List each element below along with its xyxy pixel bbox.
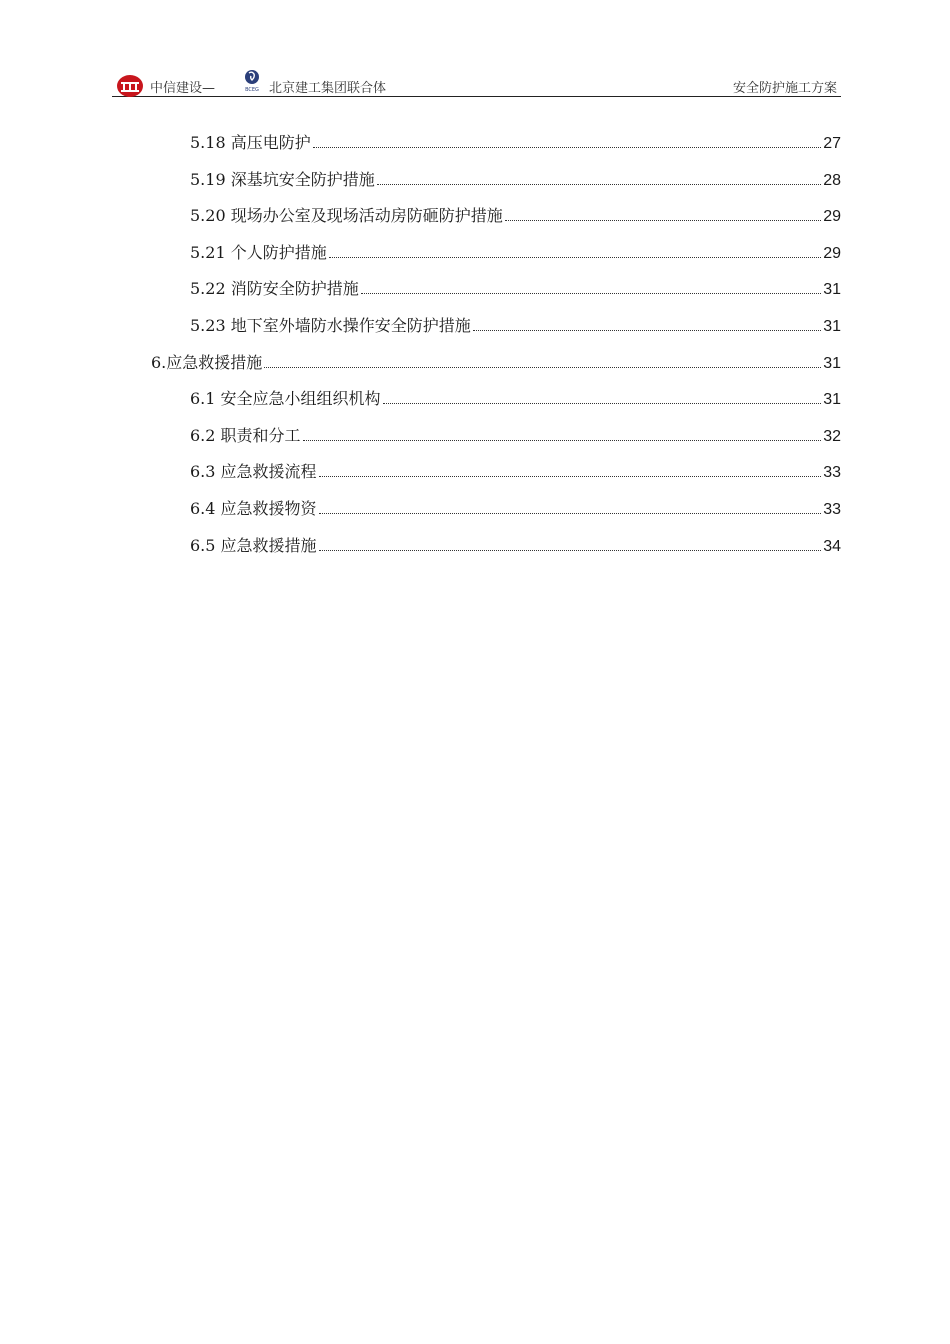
toc-entry-title: 6.2 职责和分工	[190, 425, 301, 445]
toc-entry-title: 6.3 应急救援流程	[190, 462, 317, 482]
toc-entry[interactable]	[190, 314, 841, 338]
company-name-bceg: 北京建工集团联合体	[269, 81, 387, 96]
citic-logo-icon	[116, 74, 144, 98]
toc-entry-title: 6.4 应急救援物资	[190, 499, 317, 518]
toc-entry[interactable]	[190, 277, 841, 301]
toc-dot-leader	[329, 256, 821, 258]
toc-page-number: 29	[823, 244, 841, 262]
toc-entry[interactable]	[151, 351, 841, 375]
svg-text:BCEG: BCEG	[245, 87, 259, 93]
toc-dot-leader	[319, 475, 822, 477]
toc-dot-leader	[361, 292, 821, 294]
toc-entry-title: 5.21 个人防护措施	[190, 242, 327, 262]
toc-entry[interactable]	[190, 131, 841, 155]
toc-entry-title: 6.1 安全应急小组组织机构	[190, 389, 381, 409]
toc-entry[interactable]	[190, 387, 841, 411]
toc-entry[interactable]	[190, 168, 841, 192]
toc-dot-leader	[383, 402, 822, 404]
toc-page-number: 31	[823, 281, 841, 299]
toc-entry[interactable]	[190, 424, 841, 448]
toc-page-number: 27	[823, 135, 841, 152]
toc-page-number: 28	[823, 171, 841, 189]
toc-dot-leader	[319, 549, 822, 551]
bceg-logo-icon	[243, 69, 261, 93]
toc-dot-leader	[505, 219, 821, 221]
toc-dot-leader	[264, 366, 821, 368]
toc-page-number: 32	[823, 427, 841, 445]
toc-page-number: 33	[823, 464, 841, 482]
toc-dot-leader	[303, 439, 822, 441]
toc-entry-title: 5.18 高压电防护	[190, 133, 311, 152]
page-header	[112, 66, 841, 97]
toc-dot-leader	[377, 183, 821, 185]
toc-page-number: 29	[823, 208, 841, 226]
toc-page-number: 31	[823, 391, 841, 409]
toc-page-number: 34	[823, 537, 841, 555]
toc-entry-title: 5.20 现场办公室及现场活动房防砸防护措施	[190, 206, 503, 226]
toc-entry-title: 6.5 应急救援措施	[190, 535, 317, 555]
toc-entry[interactable]	[190, 460, 841, 484]
toc-page-number: 31	[823, 354, 841, 372]
toc-entry-title: 6.应急救援措施	[151, 352, 263, 372]
toc-dot-leader	[313, 146, 821, 148]
document-title: 安全防护施工方案	[732, 81, 837, 96]
toc-entry[interactable]	[190, 241, 841, 265]
toc-entry[interactable]	[190, 497, 841, 521]
toc-entry-title: 5.22 消防安全防护措施	[190, 279, 359, 299]
toc-entry-title: 5.19 深基坑安全防护措施	[190, 169, 375, 189]
toc-dot-leader	[319, 512, 822, 514]
company-name-citic: 中信建设—	[150, 81, 216, 96]
toc-page-number: 31	[823, 318, 841, 335]
toc-dot-leader	[473, 329, 821, 331]
toc-entry-title: 5.23 地下室外墙防水操作安全防护措施	[190, 316, 471, 335]
toc-page-number: 33	[823, 501, 841, 518]
toc-entry[interactable]	[190, 534, 841, 558]
toc-entry[interactable]	[190, 204, 841, 228]
